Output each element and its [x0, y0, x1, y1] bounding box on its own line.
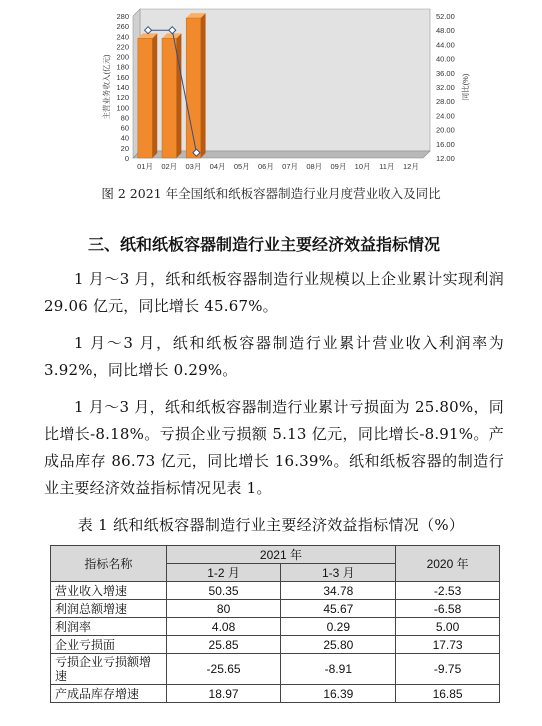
cell-value: 34.78 — [281, 582, 396, 600]
cell-value: 45.67 — [281, 600, 396, 618]
row-name: 产成品库存增速 — [51, 685, 167, 703]
y-tick-label: 60 — [120, 123, 129, 133]
header-2021: 2021 年 — [166, 546, 396, 564]
x-tick-label: 07月 — [282, 162, 299, 171]
y2-tick-label: 52.00 — [436, 12, 455, 21]
row-name: 企业亏损面 — [51, 636, 167, 654]
y-tick-label: 260 — [116, 22, 129, 32]
y2-tick-label: 44.00 — [436, 40, 455, 50]
y2-tick-label: 24.00 — [436, 111, 455, 121]
cell-value: -2.53 — [396, 582, 500, 600]
x-tick-label: 10月 — [354, 162, 371, 171]
table-row — [51, 654, 500, 685]
cell-value: 0.29 — [281, 618, 396, 636]
y2-axis-label: 同比(%) — [461, 73, 470, 101]
x-tick-label: 03月 — [185, 162, 202, 171]
y-tick-label: 20 — [120, 143, 129, 153]
cell-value: 4.08 — [166, 618, 281, 636]
row-name: 利润总额增速 — [51, 600, 167, 618]
x-tick-label: 09月 — [330, 162, 347, 171]
cell-value: -9.75 — [396, 654, 500, 685]
y2-tick-label: 36.00 — [436, 68, 455, 78]
y2-tick-label: 20.00 — [436, 125, 455, 135]
row-name: 利润率 — [51, 618, 167, 636]
bar-side — [201, 13, 206, 158]
x-tick-label: 12月 — [402, 162, 419, 171]
y2-tick-label: 48.00 — [436, 26, 455, 36]
y-tick-label: 80 — [120, 113, 129, 123]
indicator-table — [50, 545, 500, 703]
revenue-chart — [95, 6, 470, 182]
header-jan-feb: 1-2 月 — [166, 564, 281, 582]
y-tick-label: 140 — [116, 83, 129, 92]
table-title: 表 1 纸和纸板容器制造行业主要经济效益指标情况（%） — [77, 516, 465, 534]
paragraph-profit: 1 月～3 月，纸和纸板容器制造行业规模以上企业累计实现利润 29.06 亿元，同比增长 45.67%。 — [44, 270, 504, 315]
cell-value: 5.00 — [396, 618, 500, 636]
bar — [138, 38, 153, 158]
y-tick-label: 240 — [116, 32, 129, 42]
cell-value: 16.85 — [396, 685, 500, 703]
header-indicator-name: 指标名称 — [51, 546, 167, 582]
table-row — [51, 636, 500, 654]
x-tick-label: 05月 — [233, 162, 250, 171]
header-2020: 2020 年 — [396, 546, 500, 582]
y-tick-label: 0 — [124, 154, 129, 163]
x-tick-label: 06月 — [257, 162, 274, 171]
cell-value: 16.39 — [281, 685, 396, 703]
table-row — [51, 582, 500, 600]
cell-value: 25.85 — [166, 636, 281, 654]
table-row — [51, 685, 500, 703]
cell-value: 80 — [166, 600, 281, 618]
row-name: 营业收入增速 — [51, 582, 167, 600]
x-tick-label: 01月 — [137, 162, 154, 171]
y-tick-label: 100 — [116, 103, 129, 113]
y2-tick-label: 16.00 — [436, 139, 455, 149]
cell-value: 50.35 — [166, 582, 281, 600]
cell-value: 25.80 — [281, 636, 396, 654]
row-name: 亏损企业亏损额增速 — [51, 654, 167, 685]
cell-value: 17.73 — [396, 636, 500, 654]
y-tick-label: 280 — [116, 12, 129, 21]
paragraph-loss: 1 月～3 月，纸和纸板容器制造行业累计亏损面为 25.80%，同比增长-8.18%。亏损企业亏损额 5.13 亿元，同比增长-8.91%。产成品库存 86.73 亿元，同比增长 16.39%。纸和纸板容器的制造行业主要经济效益指标情况见表 1。 — [44, 398, 504, 497]
section-heading: 三、纸和纸板容器制造行业主要经济效益指标情况 — [88, 235, 441, 254]
bar-side — [177, 33, 182, 158]
y-axis-label: 主营业务收入(亿元) — [102, 54, 111, 120]
y2-tick-label: 32.00 — [436, 83, 455, 92]
y2-tick-label: 12.00 — [436, 154, 455, 163]
paragraph-margin: 1 月～3 月，纸和纸板容器制造行业累计营业收入利润率为 3.92%，同比增长 0.29%。 — [44, 334, 504, 379]
x-tick-label: 11月 — [379, 162, 395, 171]
y2-tick-label: 28.00 — [436, 97, 455, 107]
cell-value: -25.65 — [166, 654, 281, 685]
x-tick-label: 08月 — [306, 162, 323, 171]
chart-back-wall — [140, 9, 430, 151]
x-tick-label: 04月 — [209, 162, 226, 171]
x-tick-label: 02月 — [161, 162, 178, 171]
y-tick-label: 220 — [116, 42, 129, 52]
bar — [162, 38, 177, 158]
y-tick-label: 180 — [116, 62, 129, 72]
figure-caption: 图 2 2021 年全国纸和纸板容器制造行业月度营业收入及同比 — [101, 186, 441, 201]
y-tick-label: 40 — [120, 133, 129, 143]
y2-tick-label: 40.00 — [436, 54, 455, 64]
y-tick-label: 160 — [116, 72, 129, 82]
revenue-chart-svg — [95, 6, 470, 182]
cell-value: 18.97 — [166, 685, 281, 703]
bar-side — [152, 33, 157, 158]
y-tick-label: 200 — [116, 52, 129, 62]
header-jan-mar: 1-3 月 — [281, 564, 396, 582]
cell-value: -8.91 — [281, 654, 396, 685]
cell-value: -6.58 — [396, 600, 500, 618]
y-tick-label: 120 — [116, 93, 129, 103]
table-row — [51, 600, 500, 618]
table-row — [51, 618, 500, 636]
